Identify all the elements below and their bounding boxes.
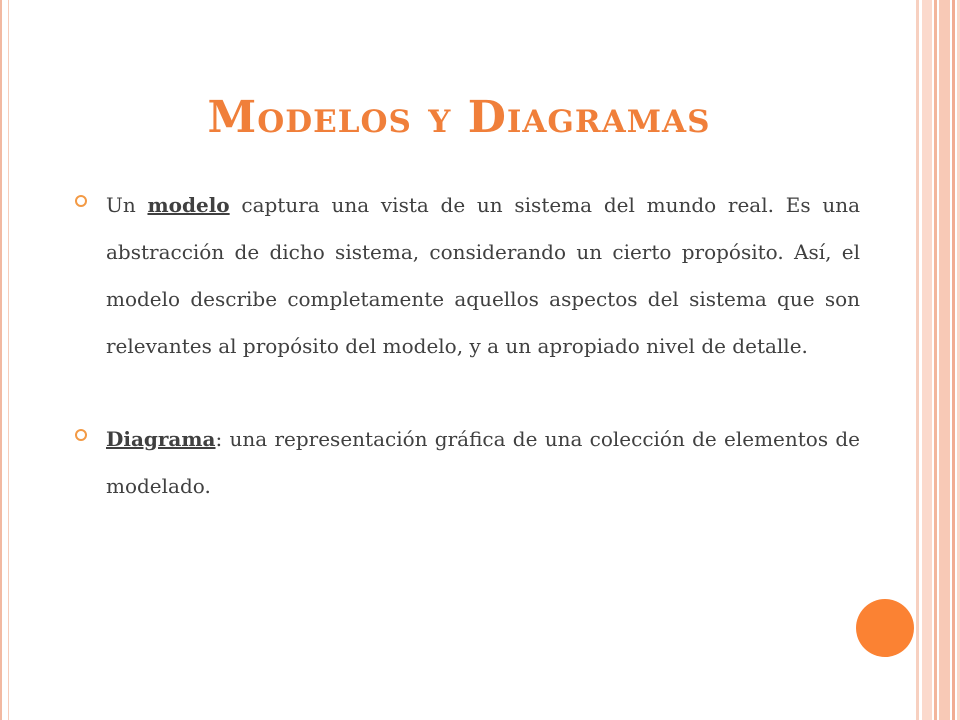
stripe [934,0,937,720]
bullet-text [106,416,860,510]
slide-title: Modelos y Diagramas [207,92,711,143]
bullet-prefix: Un [106,193,148,217]
keyword-diagrama: Diagrama [106,427,216,451]
bullet-body: captura una vista de un sistema del mundo real. Es una abstracción de dicho sistema, considerando un cierto propósito. Así, el modelo describe completamente aquellos aspectos del sistema que son relevantes al propósito del modelo, y a un apropiado nivel de detalle. [106,193,861,358]
bullet-item-diagrama [70,416,860,510]
bullet-circle-icon [75,195,87,207]
bullet-item-modelo [70,182,860,370]
bullet-text [106,182,860,370]
stripe [922,0,932,720]
bullet-list [70,182,860,510]
right-stripes-decoration [916,0,960,720]
stripe [939,0,950,720]
bullet-body: : una representación gráfica de una colección de elementos de modelado. [106,427,860,498]
keyword-modelo: modelo [147,193,230,217]
stripe [952,0,955,720]
orange-circle-decoration [856,599,914,657]
bullet-circle-icon [75,429,87,441]
